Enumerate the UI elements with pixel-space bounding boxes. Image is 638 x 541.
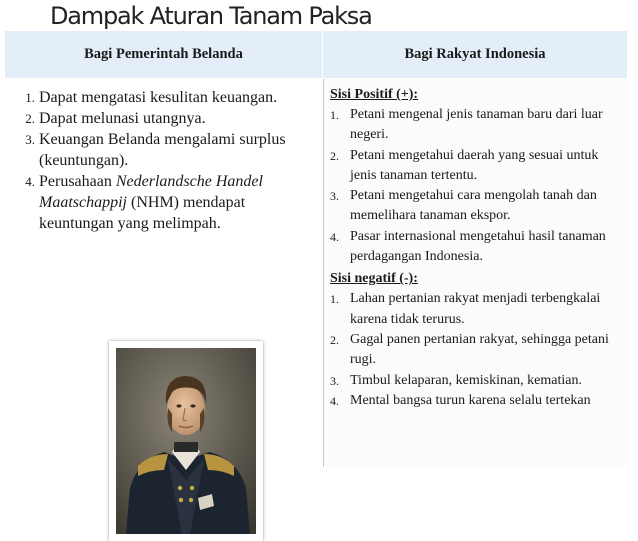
list-number: 3.: [330, 189, 339, 204]
list-item: [330, 289, 624, 330]
list-number: 2.: [25, 111, 35, 126]
table-body-row: [5, 79, 627, 467]
list-item: [330, 227, 624, 268]
negative-heading: Sisi negatif (-):: [330, 271, 418, 287]
list-item: [5, 108, 317, 129]
list-text: Petani mengetahui daerah yang sesuai untuk jenis tanaman tertentu.: [350, 147, 599, 183]
list-text: Timbul kelaparan, kemiskinan, kematian.: [350, 372, 582, 388]
list-number: 1.: [330, 108, 339, 122]
positive-heading: Sisi Positif (+):: [330, 87, 419, 102]
list-text: Lahan pertanian rakyat menjadi terbengkalai karena tidak terurus.: [350, 291, 601, 327]
company-name-italic: Nederlandsche Handel Maatschappij: [39, 173, 263, 211]
list-text: Keuangan Belanda mengalami surplus (keuntungan).: [39, 131, 286, 169]
list-number: 3.: [25, 132, 35, 147]
list-text: Gagal panen pertanian rakyat, sehingga petani rugi.: [350, 331, 609, 368]
list-text: Mental bangsa turun karena selalu tertekan: [350, 392, 591, 408]
rakyat-impact-content: [330, 83, 624, 411]
list-text: Pasar internasional mengetahui hasil tanaman perdagangan Indonesia.: [350, 228, 606, 265]
slide-title: Dampak Aturan Tanam Paksa: [50, 2, 372, 30]
header-rakyat-indonesia: Bagi Rakyat Indonesia: [323, 31, 627, 78]
list-item: [330, 186, 624, 227]
belanda-impact-list: [5, 87, 317, 234]
table-header-row: [5, 31, 627, 78]
list-text: Petani mengetahui cara mengolah tanah dan memelihara tanaman ekspor.: [350, 188, 597, 224]
belanda-impact-cell: [5, 79, 323, 467]
list-number: 4.: [25, 174, 35, 189]
list-text: Dapat melunasi utangnya.: [39, 110, 206, 127]
list-item: [5, 171, 317, 234]
list-item: [330, 371, 624, 391]
list-number: 1.: [25, 90, 35, 105]
list-number: 2.: [330, 332, 339, 347]
header-pemerintah-belanda: Bagi Pemerintah Belanda: [5, 31, 323, 78]
list-number: 1.: [330, 292, 339, 307]
list-item: [5, 87, 317, 108]
list-item: [330, 330, 624, 371]
list-text-pre: Perusahaan: [39, 173, 116, 190]
positive-list: [330, 105, 624, 267]
portrait-photo: [109, 341, 263, 541]
list-number: 4.: [330, 393, 339, 408]
portrait-image: [116, 348, 256, 534]
list-item: [5, 129, 317, 171]
list-text: [39, 171, 317, 234]
rakyat-impact-cell: [323, 79, 627, 467]
negative-list: [330, 289, 624, 411]
list-item: [330, 391, 624, 411]
list-number: 3.: [330, 373, 339, 388]
list-text-post: (NHM) mendapat keuntungan yang melimpah.: [39, 194, 246, 232]
list-number: 2.: [330, 148, 339, 163]
list-item: [330, 105, 624, 146]
list-text: Petani mengenal jenis tanaman baru dari luar negeri.: [350, 107, 603, 143]
list-item: [330, 146, 624, 187]
list-number: 4.: [330, 229, 339, 244]
list-text: Dapat mengatasi kesulitan keuangan.: [39, 89, 278, 106]
